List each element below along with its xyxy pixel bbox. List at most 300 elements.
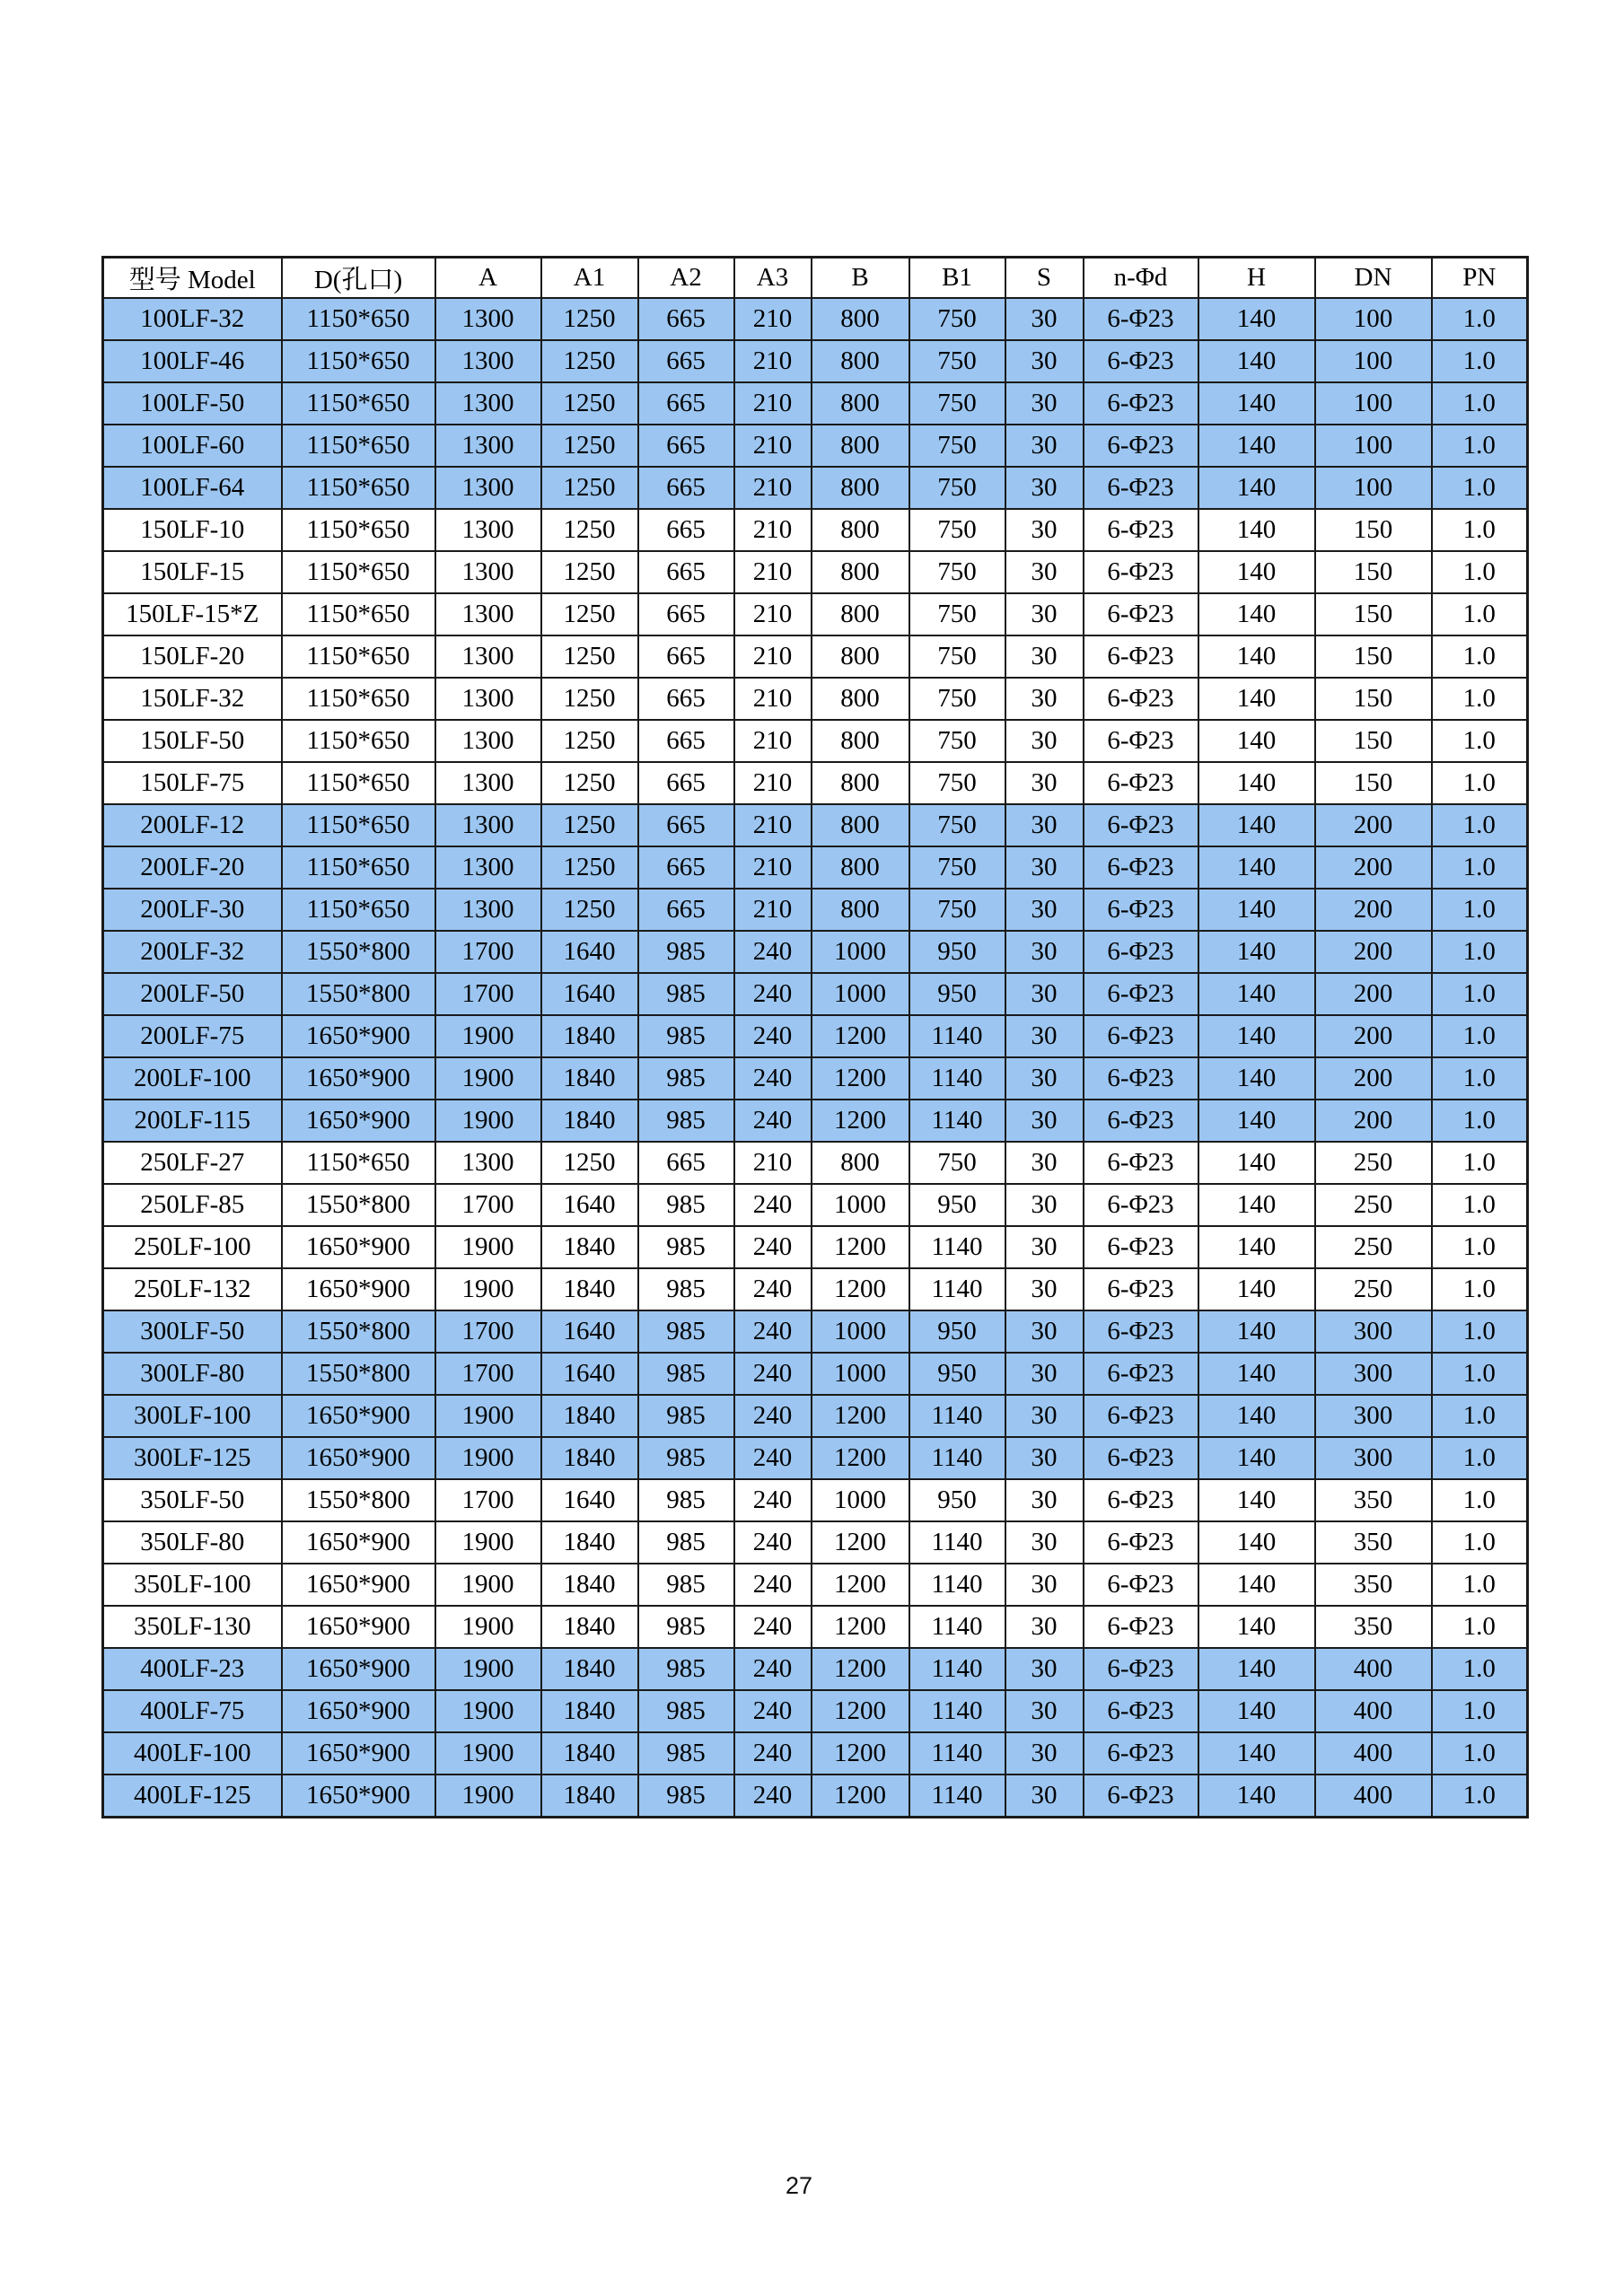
table-row [103, 635, 1528, 678]
table-row [103, 1521, 1528, 1564]
value-cell: 750 [909, 678, 1005, 720]
value-cell: 30 [1005, 1100, 1084, 1142]
value-cell: 1900 [435, 1521, 541, 1564]
value-cell: 1000 [812, 1310, 909, 1353]
value-cell: 950 [909, 973, 1005, 1015]
table-row [103, 1690, 1528, 1732]
value-cell: 1200 [812, 1648, 909, 1690]
value-cell: 1.0 [1432, 678, 1528, 720]
value-cell: 665 [638, 298, 734, 340]
value-cell: 240 [734, 1015, 812, 1057]
value-cell: 1700 [435, 1310, 541, 1353]
value-cell: 800 [812, 467, 909, 509]
value-cell: 800 [812, 678, 909, 720]
value-cell: 140 [1198, 1100, 1315, 1142]
value-cell: 30 [1005, 1310, 1084, 1353]
value-cell: 1640 [541, 1479, 638, 1521]
value-cell: 1900 [435, 1268, 541, 1310]
value-cell: 1140 [909, 1226, 1005, 1268]
value-cell: 30 [1005, 889, 1084, 931]
table-row [103, 1268, 1528, 1310]
value-cell: 30 [1005, 931, 1084, 973]
value-cell: 140 [1198, 1564, 1315, 1606]
value-cell: 1200 [812, 1268, 909, 1310]
value-cell: 1.0 [1432, 762, 1528, 804]
model-cell: 250LF-132 [103, 1268, 282, 1310]
value-cell: 1.0 [1432, 1100, 1528, 1142]
value-cell: 1.0 [1432, 889, 1528, 931]
value-cell: 1900 [435, 1226, 541, 1268]
value-cell: 665 [638, 551, 734, 593]
value-cell: 30 [1005, 1648, 1084, 1690]
value-cell: 6-Φ23 [1084, 1226, 1198, 1268]
value-cell: 985 [638, 1648, 734, 1690]
value-cell: 1700 [435, 1353, 541, 1395]
model-cell: 150LF-75 [103, 762, 282, 804]
value-cell: 210 [734, 551, 812, 593]
value-cell: 1900 [435, 1437, 541, 1479]
value-cell: 1150*650 [282, 720, 435, 762]
value-cell: 140 [1198, 1732, 1315, 1775]
model-cell: 100LF-32 [103, 298, 282, 340]
value-cell: 1150*650 [282, 340, 435, 382]
value-cell: 1700 [435, 973, 541, 1015]
value-cell: 1150*650 [282, 889, 435, 931]
value-cell: 6-Φ23 [1084, 1395, 1198, 1437]
value-cell: 210 [734, 804, 812, 846]
value-cell: 1.0 [1432, 635, 1528, 678]
value-cell: 985 [638, 931, 734, 973]
value-cell: 1200 [812, 1226, 909, 1268]
value-cell: 300 [1315, 1310, 1432, 1353]
column-header: PN [1432, 258, 1528, 299]
value-cell: 1650*900 [282, 1226, 435, 1268]
value-cell: 1300 [435, 1142, 541, 1184]
value-cell: 1000 [812, 973, 909, 1015]
value-cell: 1.0 [1432, 1690, 1528, 1732]
value-cell: 750 [909, 889, 1005, 931]
value-cell: 1150*650 [282, 593, 435, 635]
value-cell: 1250 [541, 593, 638, 635]
value-cell: 1300 [435, 846, 541, 889]
value-cell: 1.0 [1432, 1775, 1528, 1818]
value-cell: 150 [1315, 635, 1432, 678]
value-cell: 240 [734, 931, 812, 973]
value-cell: 1200 [812, 1395, 909, 1437]
value-cell: 6-Φ23 [1084, 1606, 1198, 1648]
value-cell: 750 [909, 509, 1005, 551]
value-cell: 250 [1315, 1268, 1432, 1310]
value-cell: 800 [812, 593, 909, 635]
table-row [103, 762, 1528, 804]
value-cell: 30 [1005, 298, 1084, 340]
value-cell: 985 [638, 1690, 734, 1732]
value-cell: 140 [1198, 931, 1315, 973]
table-row [103, 973, 1528, 1015]
table-row [103, 889, 1528, 931]
value-cell: 30 [1005, 1437, 1084, 1479]
value-cell: 140 [1198, 340, 1315, 382]
value-cell: 1550*800 [282, 973, 435, 1015]
value-cell: 1140 [909, 1648, 1005, 1690]
value-cell: 1550*800 [282, 1184, 435, 1226]
value-cell: 1300 [435, 467, 541, 509]
value-cell: 240 [734, 1100, 812, 1142]
value-cell: 140 [1198, 1521, 1315, 1564]
value-cell: 30 [1005, 509, 1084, 551]
value-cell: 300 [1315, 1437, 1432, 1479]
table-row [103, 551, 1528, 593]
value-cell: 1300 [435, 762, 541, 804]
value-cell: 240 [734, 1521, 812, 1564]
value-cell: 1000 [812, 1479, 909, 1521]
value-cell: 1.0 [1432, 1226, 1528, 1268]
value-cell: 1140 [909, 1395, 1005, 1437]
value-cell: 30 [1005, 593, 1084, 635]
value-cell: 800 [812, 509, 909, 551]
value-cell: 800 [812, 804, 909, 846]
value-cell: 30 [1005, 1226, 1084, 1268]
value-cell: 800 [812, 889, 909, 931]
table-row [103, 1775, 1528, 1818]
value-cell: 1.0 [1432, 720, 1528, 762]
value-cell: 750 [909, 467, 1005, 509]
value-cell: 1650*900 [282, 1648, 435, 1690]
value-cell: 1900 [435, 1395, 541, 1437]
value-cell: 1250 [541, 678, 638, 720]
value-cell: 1140 [909, 1437, 1005, 1479]
table-row [103, 425, 1528, 467]
table-row [103, 1353, 1528, 1395]
value-cell: 1900 [435, 1690, 541, 1732]
model-cell: 100LF-50 [103, 382, 282, 425]
value-cell: 1.0 [1432, 973, 1528, 1015]
value-cell: 210 [734, 889, 812, 931]
value-cell: 210 [734, 382, 812, 425]
value-cell: 150 [1315, 720, 1432, 762]
value-cell: 140 [1198, 973, 1315, 1015]
value-cell: 665 [638, 762, 734, 804]
value-cell: 985 [638, 1100, 734, 1142]
table-row [103, 1142, 1528, 1184]
value-cell: 150 [1315, 551, 1432, 593]
value-cell: 30 [1005, 467, 1084, 509]
value-cell: 950 [909, 1184, 1005, 1226]
value-cell: 30 [1005, 762, 1084, 804]
value-cell: 665 [638, 1142, 734, 1184]
table-row [103, 1395, 1528, 1437]
value-cell: 1700 [435, 1479, 541, 1521]
value-cell: 30 [1005, 551, 1084, 593]
value-cell: 1000 [812, 1353, 909, 1395]
value-cell: 1650*900 [282, 1732, 435, 1775]
value-cell: 210 [734, 467, 812, 509]
value-cell: 1650*900 [282, 1100, 435, 1142]
value-cell: 6-Φ23 [1084, 593, 1198, 635]
table-row [103, 340, 1528, 382]
value-cell: 6-Φ23 [1084, 1184, 1198, 1226]
value-cell: 240 [734, 1268, 812, 1310]
value-cell: 985 [638, 973, 734, 1015]
model-cell: 200LF-100 [103, 1057, 282, 1100]
value-cell: 210 [734, 425, 812, 467]
value-cell: 1900 [435, 1564, 541, 1606]
model-cell: 300LF-100 [103, 1395, 282, 1437]
value-cell: 800 [812, 846, 909, 889]
value-cell: 800 [812, 298, 909, 340]
table-row [103, 1184, 1528, 1226]
value-cell: 30 [1005, 1142, 1084, 1184]
value-cell: 1.0 [1432, 298, 1528, 340]
value-cell: 6-Φ23 [1084, 1564, 1198, 1606]
value-cell: 6-Φ23 [1084, 1310, 1198, 1353]
column-header: A2 [638, 258, 734, 299]
value-cell: 1150*650 [282, 678, 435, 720]
value-cell: 6-Φ23 [1084, 1100, 1198, 1142]
value-cell: 1250 [541, 804, 638, 846]
value-cell: 1550*800 [282, 931, 435, 973]
value-cell: 1.0 [1432, 846, 1528, 889]
table-row [103, 1057, 1528, 1100]
model-cell: 150LF-15*Z [103, 593, 282, 635]
value-cell: 1900 [435, 1732, 541, 1775]
value-cell: 150 [1315, 509, 1432, 551]
model-cell: 400LF-23 [103, 1648, 282, 1690]
value-cell: 30 [1005, 804, 1084, 846]
spec-table-container [101, 256, 1529, 1818]
value-cell: 1200 [812, 1606, 909, 1648]
value-cell: 30 [1005, 1564, 1084, 1606]
value-cell: 6-Φ23 [1084, 551, 1198, 593]
value-cell: 1650*900 [282, 1775, 435, 1818]
value-cell: 240 [734, 1648, 812, 1690]
value-cell: 1250 [541, 720, 638, 762]
value-cell: 1.0 [1432, 340, 1528, 382]
value-cell: 1.0 [1432, 509, 1528, 551]
value-cell: 1650*900 [282, 1057, 435, 1100]
value-cell: 150 [1315, 678, 1432, 720]
table-row [103, 1606, 1528, 1648]
value-cell: 665 [638, 720, 734, 762]
column-header: B1 [909, 258, 1005, 299]
model-cell: 200LF-75 [103, 1015, 282, 1057]
value-cell: 1.0 [1432, 1395, 1528, 1437]
value-cell: 985 [638, 1606, 734, 1648]
table-row [103, 1732, 1528, 1775]
value-cell: 200 [1315, 846, 1432, 889]
value-cell: 1140 [909, 1100, 1005, 1142]
value-cell: 140 [1198, 1648, 1315, 1690]
value-cell: 750 [909, 762, 1005, 804]
model-cell: 100LF-60 [103, 425, 282, 467]
value-cell: 1150*650 [282, 509, 435, 551]
column-header: A [435, 258, 541, 299]
value-cell: 140 [1198, 1184, 1315, 1226]
table-row [103, 1648, 1528, 1690]
value-cell: 1150*650 [282, 382, 435, 425]
table-row [103, 1226, 1528, 1268]
value-cell: 1300 [435, 889, 541, 931]
table-row [103, 1100, 1528, 1142]
value-cell: 1840 [541, 1437, 638, 1479]
value-cell: 1840 [541, 1100, 638, 1142]
value-cell: 6-Φ23 [1084, 635, 1198, 678]
value-cell: 750 [909, 382, 1005, 425]
value-cell: 665 [638, 678, 734, 720]
model-cell: 400LF-100 [103, 1732, 282, 1775]
value-cell: 6-Φ23 [1084, 1353, 1198, 1395]
value-cell: 665 [638, 635, 734, 678]
value-cell: 985 [638, 1521, 734, 1564]
value-cell: 1.0 [1432, 804, 1528, 846]
model-cell: 300LF-125 [103, 1437, 282, 1479]
value-cell: 140 [1198, 425, 1315, 467]
value-cell: 1140 [909, 1732, 1005, 1775]
value-cell: 210 [734, 635, 812, 678]
model-cell: 200LF-50 [103, 973, 282, 1015]
value-cell: 1650*900 [282, 1437, 435, 1479]
value-cell: 140 [1198, 1690, 1315, 1732]
table-row [103, 1479, 1528, 1521]
table-row [103, 1564, 1528, 1606]
model-cell: 400LF-125 [103, 1775, 282, 1818]
value-cell: 140 [1198, 1775, 1315, 1818]
column-header: A1 [541, 258, 638, 299]
table-body [103, 298, 1528, 1818]
value-cell: 1150*650 [282, 551, 435, 593]
value-cell: 985 [638, 1564, 734, 1606]
value-cell: 1840 [541, 1268, 638, 1310]
value-cell: 1.0 [1432, 382, 1528, 425]
model-cell: 200LF-30 [103, 889, 282, 931]
table-row [103, 931, 1528, 973]
value-cell: 240 [734, 1395, 812, 1437]
value-cell: 240 [734, 1184, 812, 1226]
value-cell: 1150*650 [282, 1142, 435, 1184]
value-cell: 250 [1315, 1184, 1432, 1226]
value-cell: 200 [1315, 973, 1432, 1015]
model-cell: 200LF-20 [103, 846, 282, 889]
value-cell: 100 [1315, 382, 1432, 425]
value-cell: 985 [638, 1057, 734, 1100]
value-cell: 1.0 [1432, 1606, 1528, 1648]
value-cell: 6-Φ23 [1084, 340, 1198, 382]
value-cell: 240 [734, 1310, 812, 1353]
value-cell: 140 [1198, 509, 1315, 551]
model-cell: 250LF-100 [103, 1226, 282, 1268]
value-cell: 1840 [541, 1606, 638, 1648]
value-cell: 6-Φ23 [1084, 1142, 1198, 1184]
value-cell: 350 [1315, 1606, 1432, 1648]
value-cell: 140 [1198, 762, 1315, 804]
value-cell: 985 [638, 1184, 734, 1226]
value-cell: 350 [1315, 1564, 1432, 1606]
value-cell: 140 [1198, 720, 1315, 762]
value-cell: 1.0 [1432, 1732, 1528, 1775]
value-cell: 1.0 [1432, 1268, 1528, 1310]
model-cell: 200LF-115 [103, 1100, 282, 1142]
model-cell: 100LF-64 [103, 467, 282, 509]
value-cell: 1.0 [1432, 1437, 1528, 1479]
model-cell: 150LF-10 [103, 509, 282, 551]
value-cell: 6-Φ23 [1084, 1690, 1198, 1732]
value-cell: 800 [812, 635, 909, 678]
value-cell: 150 [1315, 593, 1432, 635]
value-cell: 800 [812, 382, 909, 425]
value-cell: 30 [1005, 1775, 1084, 1818]
value-cell: 1140 [909, 1775, 1005, 1818]
value-cell: 140 [1198, 467, 1315, 509]
value-cell: 30 [1005, 1479, 1084, 1521]
value-cell: 30 [1005, 1353, 1084, 1395]
value-cell: 140 [1198, 1437, 1315, 1479]
value-cell: 240 [734, 1437, 812, 1479]
value-cell: 140 [1198, 804, 1315, 846]
value-cell: 950 [909, 931, 1005, 973]
value-cell: 1900 [435, 1775, 541, 1818]
value-cell: 1300 [435, 340, 541, 382]
value-cell: 140 [1198, 635, 1315, 678]
value-cell: 1840 [541, 1648, 638, 1690]
value-cell: 240 [734, 1606, 812, 1648]
value-cell: 6-Φ23 [1084, 678, 1198, 720]
value-cell: 985 [638, 1395, 734, 1437]
value-cell: 6-Φ23 [1084, 1268, 1198, 1310]
value-cell: 665 [638, 804, 734, 846]
value-cell: 985 [638, 1437, 734, 1479]
table-row [103, 846, 1528, 889]
value-cell: 6-Φ23 [1084, 804, 1198, 846]
value-cell: 1900 [435, 1100, 541, 1142]
value-cell: 200 [1315, 931, 1432, 973]
value-cell: 665 [638, 425, 734, 467]
value-cell: 1650*900 [282, 1690, 435, 1732]
value-cell: 1840 [541, 1395, 638, 1437]
value-cell: 150 [1315, 762, 1432, 804]
value-cell: 300 [1315, 1395, 1432, 1437]
value-cell: 1640 [541, 973, 638, 1015]
value-cell: 1300 [435, 509, 541, 551]
value-cell: 6-Φ23 [1084, 889, 1198, 931]
value-cell: 1150*650 [282, 298, 435, 340]
value-cell: 140 [1198, 382, 1315, 425]
model-cell: 150LF-15 [103, 551, 282, 593]
value-cell: 750 [909, 593, 1005, 635]
value-cell: 6-Φ23 [1084, 509, 1198, 551]
value-cell: 1200 [812, 1437, 909, 1479]
value-cell: 240 [734, 973, 812, 1015]
value-cell: 800 [812, 340, 909, 382]
value-cell: 1200 [812, 1521, 909, 1564]
value-cell: 100 [1315, 425, 1432, 467]
value-cell: 210 [734, 720, 812, 762]
value-cell: 665 [638, 846, 734, 889]
value-cell: 985 [638, 1775, 734, 1818]
value-cell: 400 [1315, 1775, 1432, 1818]
value-cell: 1150*650 [282, 425, 435, 467]
value-cell: 140 [1198, 1142, 1315, 1184]
value-cell: 100 [1315, 340, 1432, 382]
value-cell: 240 [734, 1057, 812, 1100]
value-cell: 1640 [541, 931, 638, 973]
value-cell: 1140 [909, 1521, 1005, 1564]
value-cell: 6-Φ23 [1084, 1015, 1198, 1057]
value-cell: 240 [734, 1353, 812, 1395]
value-cell: 30 [1005, 1057, 1084, 1100]
table-header [103, 258, 1528, 299]
value-cell: 985 [638, 1268, 734, 1310]
value-cell: 210 [734, 678, 812, 720]
